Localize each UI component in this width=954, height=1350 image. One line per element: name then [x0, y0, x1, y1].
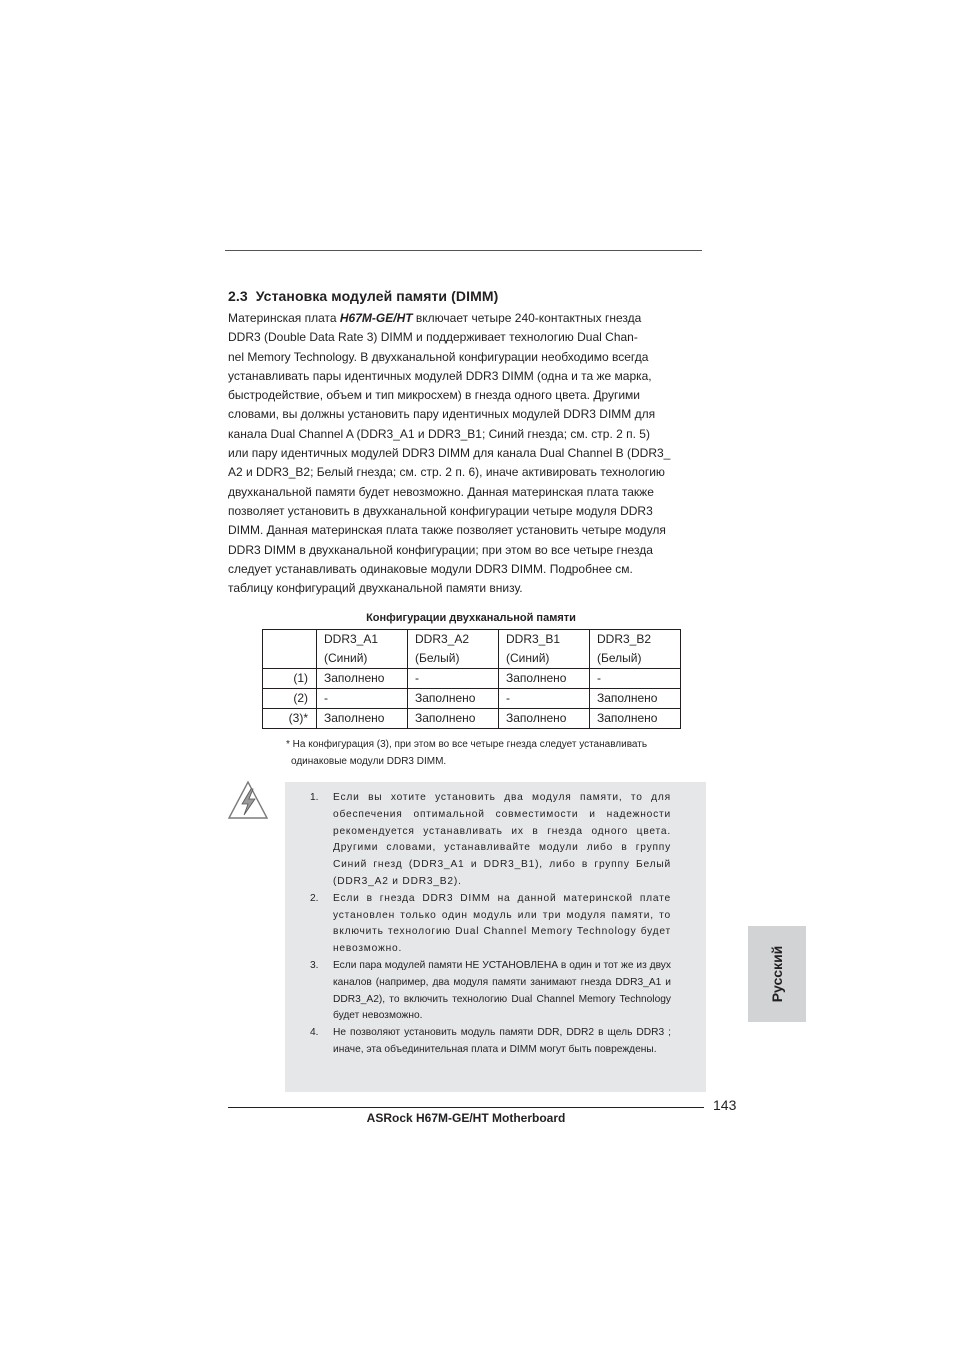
body-line: канала Dual Channel A (DDR3_A1 и DDR3_B1; Синий гнезда; см. стр. 2 п. 5) [228, 426, 650, 441]
body-line: устанавливать пары идентичных модулей DDR3 DIMM (одна и та же марка, [228, 368, 652, 383]
notes-list [309, 790, 671, 1059]
note-item: 2. Если в гнезда DDR3 DIMM на данной материнской плате установлен только один модуль или три модуля памяти, то включить технологию Dual Channel Memory Technology будет невозможно. [310, 892, 671, 955]
note-item: 1. Если вы хотите установить два модуля памяти, то для обеспечения оптимальной совместимости и надежности рекомендуется устанавливать их в гнезда одного цвета. Другими словами, устанавливайте модули либо в группу Синий гнезд (DDR3_A1 и DDR3_B1), либо в группу Белый (DDR3_A2 и DDR3_B2). [310, 792, 671, 887]
language-tab-label: Русский [769, 945, 785, 1003]
table-header-row [263, 630, 681, 669]
body-line: таблицу конфигураций двухканальной памяти внизу. [228, 581, 523, 596]
language-tab [748, 926, 806, 1022]
memory-config-table [262, 629, 681, 729]
table-caption: Конфигурации двухканальной памяти [366, 612, 576, 624]
table-cell: Заполнено [317, 709, 408, 729]
body-line-1-end: включает четыре 240-контактных гнезда [412, 311, 642, 325]
table-row [263, 709, 681, 729]
body-line: позволяет установить в двухканальной конфигурации четыре модуля DDR3 [228, 503, 653, 518]
section-number: 2.3 [228, 288, 248, 304]
body-line: двухканальной памяти будет невозможно. Данная материнская плата также [228, 484, 654, 499]
table-cell: - [590, 669, 681, 689]
warning-icon [228, 780, 268, 820]
table-cell: Заполнено [317, 669, 408, 689]
table-cell: Заполнено [408, 709, 499, 729]
table-footnote [286, 736, 706, 770]
body-line: DIMM. Данная материнская плата также позволяет установить четыре модуля [228, 523, 666, 538]
note-item: 4. Не позволяют установить модуль памяти DDR, DDR2 в щель DDR3 ; иначе, эта объединительная плата и DIMM могут быть повреждены. [310, 1027, 671, 1055]
body-line: DDR3 (Double Data Rate 3) DIMM и поддерживает технологию Dual Chan- [228, 330, 638, 345]
header-cell-ddr3-a2: DDR3_A2 (Белый) [408, 630, 499, 669]
table-cell: - [317, 689, 408, 709]
body-line-1-start: Материнская плата [228, 311, 340, 325]
section-title-text: Установка модулей памяти (DIMM) [255, 288, 499, 304]
table-corner-cell [263, 630, 317, 669]
row-label: (1) [263, 669, 317, 689]
body-line: словами, вы должны установить пару идентичных модулей DDR3 DIMM для [228, 407, 656, 422]
table-cell: Заполнено [499, 669, 590, 689]
table-row [263, 669, 681, 689]
footer-rule [228, 1107, 704, 1108]
footnote-line-1: * На конфигурация (3), при этом во все четыре гнезда следует устанавливать [286, 739, 648, 750]
table-cell: - [408, 669, 499, 689]
table-cell: - [499, 689, 590, 709]
body-line: или пару идентичных модулей DDR3 DIMM для канала Dual Channel B (DDR3_ [228, 446, 671, 461]
body-line: nel Memory Technology. В двухканальной конфигурации необходимо всегда [228, 349, 649, 364]
note-item: 3. Если пара модулей памяти НЕ УСТАНОВЛЕНА в один и тот же из двух каналов (например, два модуля памяти занимают гнезда DDR3_A1 и DDR3_A2), то включить технологию Dual Channel Memory Technology будет невозможно. [310, 959, 671, 1022]
table-row [263, 689, 681, 709]
header-cell-ddr3-b1: DDR3_B1 (Синий) [499, 630, 590, 669]
footnote-line-2: одинаковые модули DDR3 DIMM. [291, 756, 447, 767]
model-name: H67M-GE/HT [339, 311, 413, 325]
body-paragraph [228, 309, 704, 598]
page-number: 143 [713, 1097, 737, 1113]
row-label: (2) [263, 689, 317, 709]
row-label: (3)* [263, 709, 317, 729]
body-line: следует устанавливать одинаковые модули DDR3 DIMM. Подробнее см. [228, 561, 633, 576]
top-rule [225, 250, 702, 251]
body-line: A2 и DDR3_B2; Белый гнезда; см. стр. 2 п. 6), иначе активировать технологию [228, 465, 665, 480]
table-cell: Заполнено [408, 689, 499, 709]
table-cell: Заполнено [499, 709, 590, 729]
header-cell-ddr3-b2: DDR3_B2 (Белый) [590, 630, 681, 669]
table-cell: Заполнено [590, 689, 681, 709]
body-line: DDR3 DIMM в двухканальной конфигурации; при этом во все четыре гнезда [228, 542, 653, 557]
body-line: быстродействие, объем и тип микросхем) в гнезда одного цвета. Другими [228, 388, 641, 403]
footer-text: ASRock H67M-GE/HT Motherboard [366, 1111, 566, 1125]
section-title [228, 288, 498, 304]
table-cell: Заполнено [590, 709, 681, 729]
header-cell-ddr3-a1: DDR3_A1 (Синий) [317, 630, 408, 669]
